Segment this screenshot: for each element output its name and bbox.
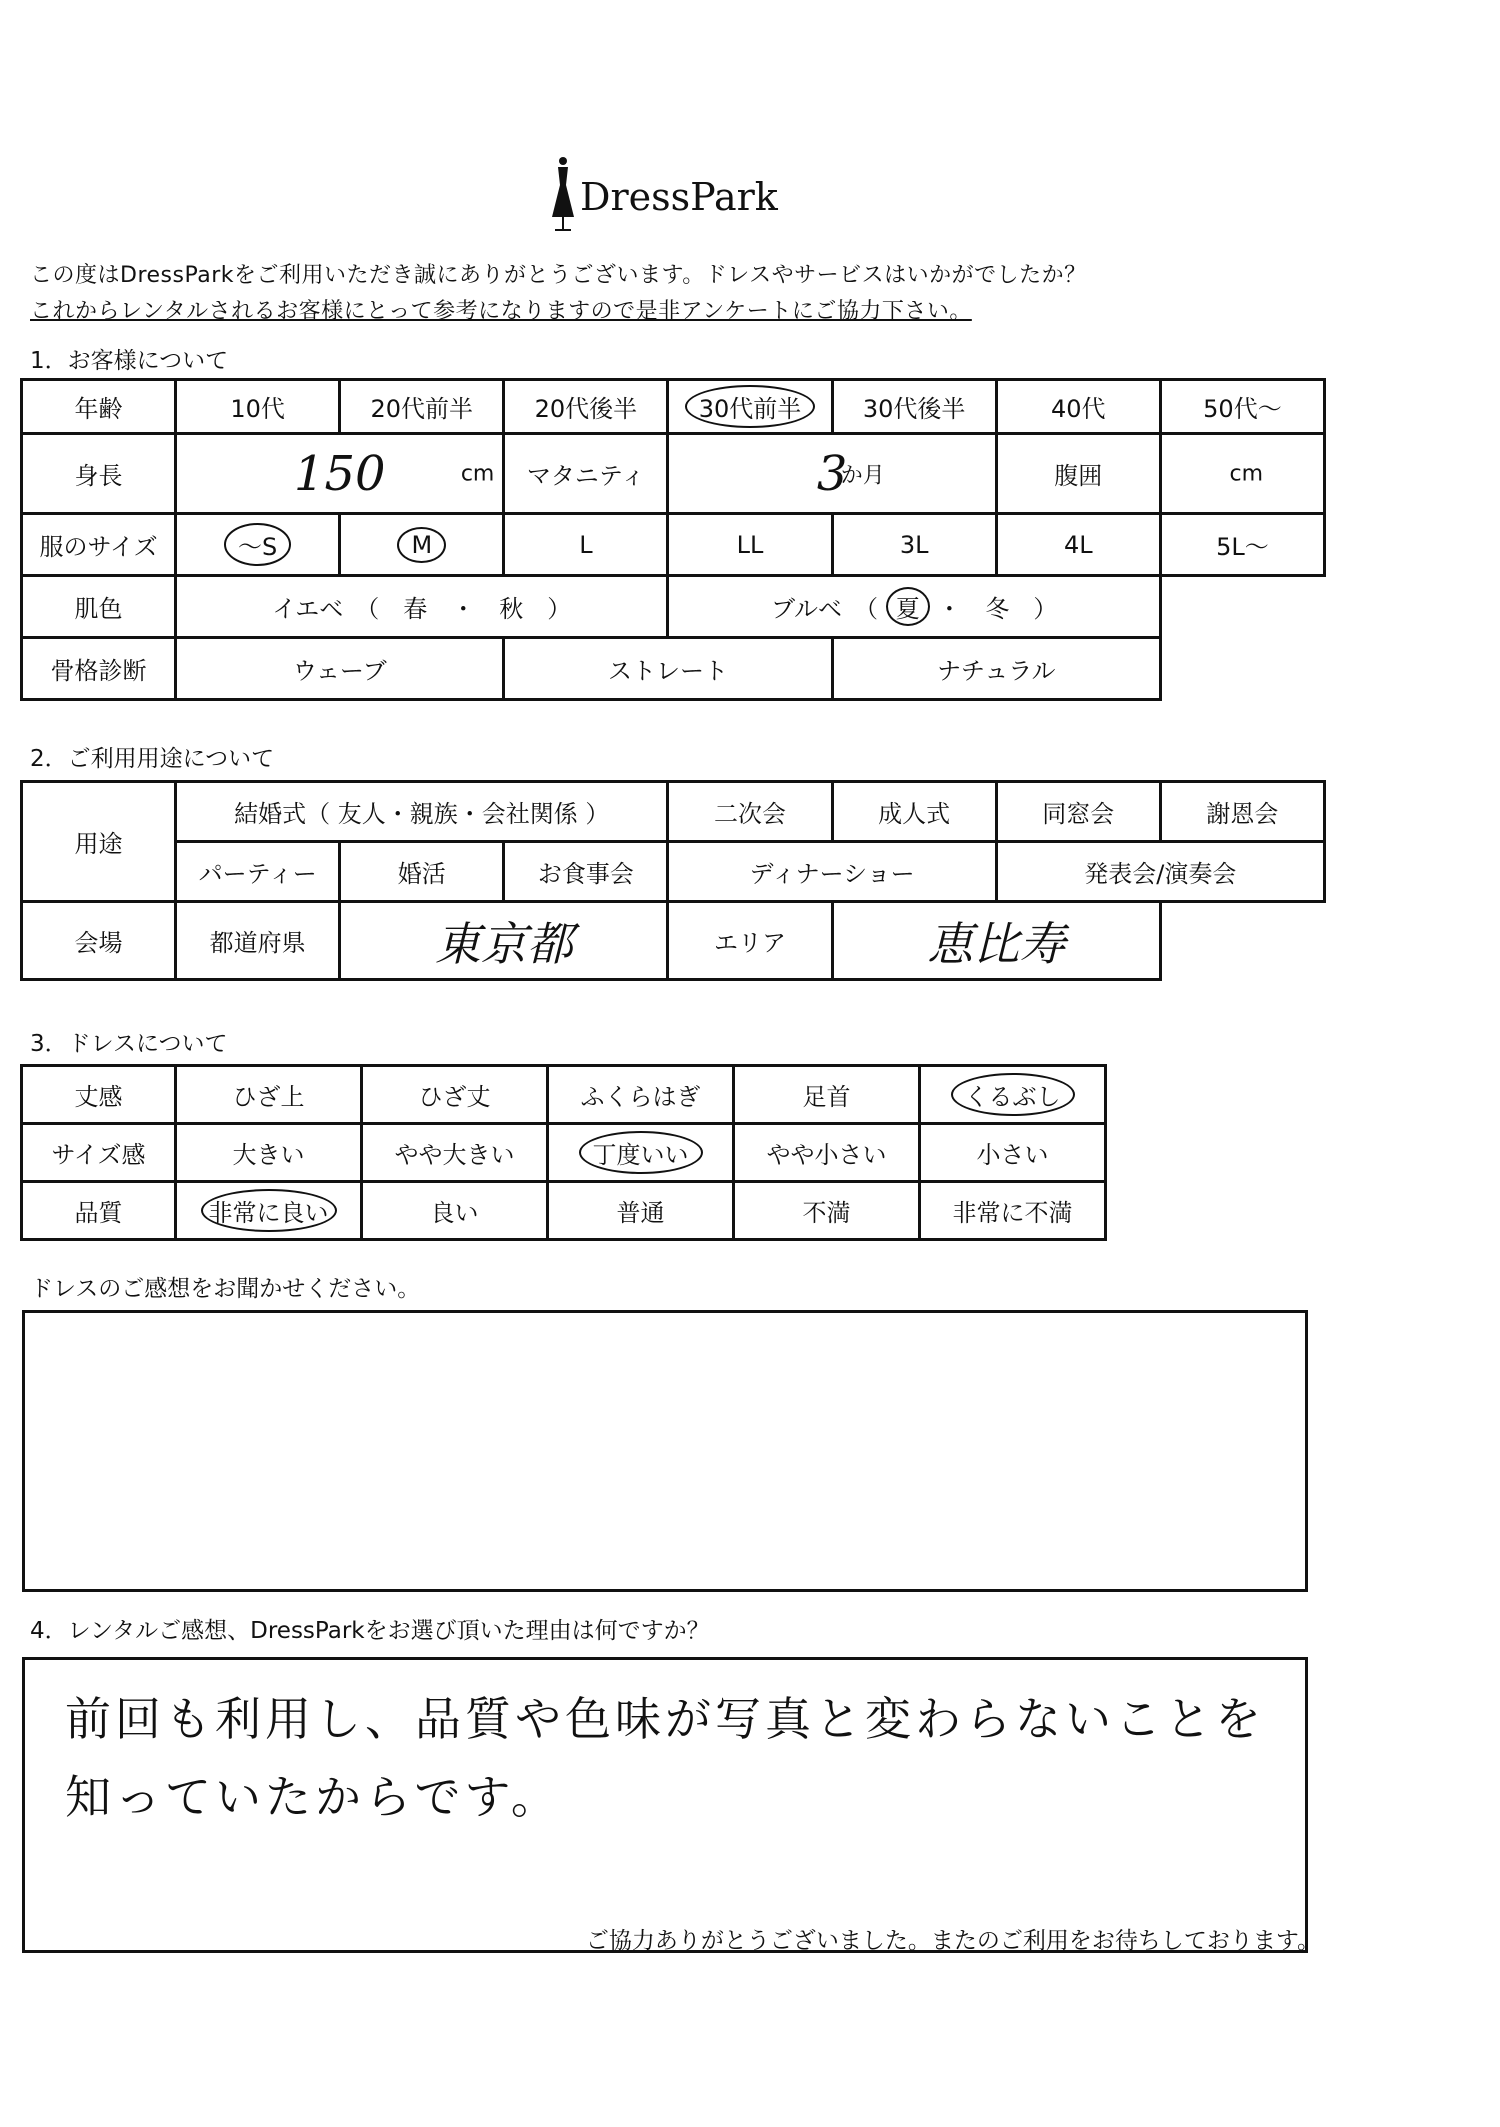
purpose-option[interactable]: 二次会	[668, 782, 832, 842]
section1-title: 1．お客様について	[30, 348, 229, 374]
size-option-selected[interactable]	[176, 514, 340, 576]
fit-selected-circle: 丁度いい	[579, 1131, 703, 1174]
fit-option[interactable]: 大きい	[176, 1124, 362, 1182]
quality-option-selected[interactable]	[176, 1182, 362, 1240]
fit-row	[22, 1124, 1106, 1182]
age-option[interactable]: 50代～	[1160, 380, 1324, 434]
reason-answer-line: 知っていたからです。	[65, 1770, 561, 1824]
prefecture-field[interactable]	[340, 902, 668, 980]
purpose-label: 用途	[22, 782, 176, 902]
intro-request: これからレンタルされるお客様にとって参考になりますので是非アンケートにご協力下さい。	[30, 299, 972, 324]
height-label: 身長	[22, 434, 176, 514]
quality-option[interactable]: 普通	[548, 1182, 734, 1240]
prefecture-value: 東京都	[434, 916, 573, 971]
size-selected-circle: ～S	[224, 523, 291, 566]
fit-option-selected[interactable]	[548, 1124, 734, 1182]
length-option[interactable]: ふくらはぎ	[548, 1066, 734, 1124]
age-option[interactable]: 40代	[996, 380, 1160, 434]
age-label: 年齢	[22, 380, 176, 434]
maternity-field[interactable]	[668, 434, 996, 514]
frame-row	[22, 638, 1325, 700]
frame-option[interactable]: ウェーブ	[176, 638, 504, 700]
purpose-option[interactable]: お食事会	[504, 842, 668, 902]
fit-option[interactable]: 小さい	[920, 1124, 1106, 1182]
maternity-unit: か月	[840, 463, 885, 488]
length-label: 丈感	[22, 1066, 176, 1124]
frame-label: 骨格診断	[22, 638, 176, 700]
area-value: 恵比寿	[927, 916, 1066, 971]
age-row	[22, 380, 1325, 434]
maternity-label: マタニティ	[504, 434, 668, 514]
comment-prompt: ドレスのご感想をお聞かせください。	[30, 1276, 421, 1302]
skin-blue-prefix: ブルベ （	[771, 595, 879, 623]
quality-label: 品質	[22, 1182, 176, 1240]
purpose-row1	[22, 782, 1325, 842]
logo-text: DressPark	[580, 175, 778, 219]
size-selected-circle: M	[397, 527, 446, 563]
quality-option[interactable]: 不満	[734, 1182, 920, 1240]
skin-blue-suffix: ・ 冬 ）	[937, 595, 1058, 623]
purpose-option[interactable]: 謝恩会	[1160, 782, 1324, 842]
purpose-option[interactable]: ディナーショー	[668, 842, 996, 902]
quality-row	[22, 1182, 1106, 1240]
section3-title: 3．ドレスについて	[30, 1031, 228, 1057]
frame-option[interactable]: ナチュラル	[832, 638, 1160, 700]
age-option[interactable]: 20代前半	[340, 380, 504, 434]
length-option[interactable]: 足首	[734, 1066, 920, 1124]
blank-cell	[1160, 638, 1324, 700]
purpose-option[interactable]: 発表会/演奏会	[996, 842, 1324, 902]
customer-table	[20, 378, 1326, 701]
purpose-option[interactable]: 成人式	[832, 782, 996, 842]
purpose-option[interactable]: 婚活	[340, 842, 504, 902]
reason-answer-line: 前回も利用し、品質や色味が写真と変わらないことを	[65, 1692, 1265, 1746]
waist-label: 腹囲	[996, 434, 1160, 514]
purpose-row2	[22, 842, 1325, 902]
purpose-option[interactable]: パーティー	[176, 842, 340, 902]
age-selected-circle: 30代前半	[685, 385, 816, 428]
dress-table	[20, 1064, 1107, 1241]
area-label: エリア	[668, 902, 832, 980]
prefecture-label: 都道府県	[176, 902, 340, 980]
skin-yellow-option[interactable]: イエベ （ 春 ・ 秋 ）	[176, 576, 668, 638]
length-option[interactable]: ひざ上	[176, 1066, 362, 1124]
size-option[interactable]: L	[504, 514, 668, 576]
age-option-selected[interactable]	[668, 380, 832, 434]
dress-icon	[548, 155, 578, 235]
reason-answer-box[interactable]	[22, 1657, 1308, 1953]
waist-field[interactable]	[1160, 434, 1324, 514]
footer-thanks: ご協力ありがとうございました。またのご利用をお待ちしております。	[585, 1928, 1320, 1954]
maternity-value: 3	[816, 445, 848, 502]
skin-summer-circle: 夏	[886, 587, 930, 626]
length-row	[22, 1066, 1106, 1124]
venue-label: 会場	[22, 902, 176, 980]
quality-option[interactable]: 非常に不満	[920, 1182, 1106, 1240]
usage-table	[20, 780, 1326, 981]
section4-title: 4．レンタルご感想、DressParkをお選び頂いた理由は何ですか？	[30, 1618, 710, 1644]
height-unit: cm	[460, 461, 495, 486]
purpose-wedding[interactable]: 結婚式（ 友人・親族・会社関係 ）	[176, 782, 668, 842]
length-selected-circle: くるぶし	[951, 1073, 1075, 1116]
blank-cell	[1160, 902, 1324, 980]
fit-option[interactable]: やや大きい	[362, 1124, 548, 1182]
frame-option[interactable]: ストレート	[504, 638, 832, 700]
size-option-selected[interactable]	[340, 514, 504, 576]
area-field[interactable]	[832, 902, 1160, 980]
skin-label: 肌色	[22, 576, 176, 638]
length-option-selected[interactable]	[920, 1066, 1106, 1124]
height-value: 150	[293, 445, 386, 502]
age-option[interactable]: 20代後半	[504, 380, 668, 434]
waist-unit: cm	[1229, 461, 1263, 486]
size-label: 服のサイズ	[22, 514, 176, 576]
fit-label: サイズ感	[22, 1124, 176, 1182]
skin-blue-option[interactable]	[668, 576, 1160, 638]
age-option[interactable]: 30代後半	[832, 380, 996, 434]
length-option[interactable]: ひざ丈	[362, 1066, 548, 1124]
purpose-option[interactable]: 同窓会	[996, 782, 1160, 842]
venue-row	[22, 902, 1325, 980]
dresspark-logo	[548, 155, 788, 235]
body-row	[22, 434, 1325, 514]
intro-thanks: この度はDressParkをご利用いただき誠にありがとうございます。ドレスやサービスはいかがでしたか？	[30, 263, 1087, 288]
quality-selected-circle: 非常に良い	[201, 1189, 337, 1232]
fit-option[interactable]: やや小さい	[734, 1124, 920, 1182]
size-option[interactable]: 4L	[996, 514, 1160, 576]
size-row	[22, 514, 1325, 576]
size-option[interactable]: LL	[668, 514, 832, 576]
blank-cell	[1160, 576, 1324, 638]
age-option[interactable]: 10代	[176, 380, 340, 434]
section2-title: 2．ご利用用途について	[30, 746, 275, 772]
height-field[interactable]	[176, 434, 504, 514]
skin-row	[22, 576, 1325, 638]
dress-comment-box[interactable]	[22, 1310, 1308, 1592]
quality-option[interactable]: 良い	[362, 1182, 548, 1240]
size-option[interactable]: 3L	[832, 514, 996, 576]
size-option[interactable]: 5L～	[1160, 514, 1324, 576]
